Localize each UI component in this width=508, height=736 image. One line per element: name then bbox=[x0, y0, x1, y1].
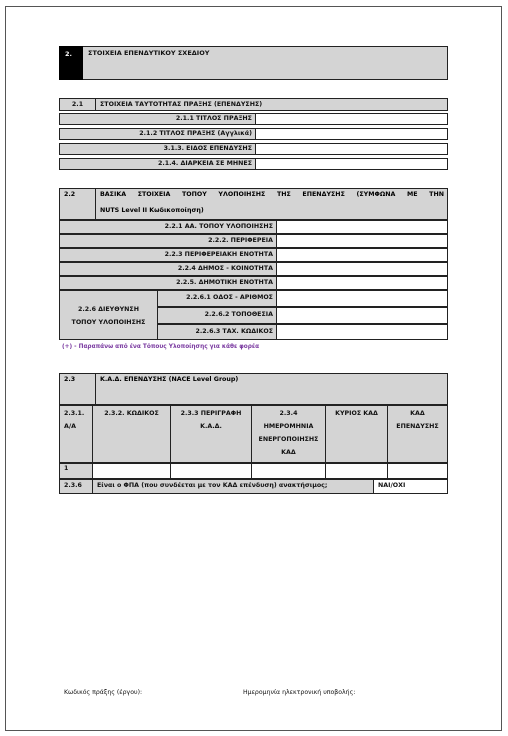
s23-col-main-header: ΚΥΡΙΟΣ ΚΑΔ bbox=[325, 405, 388, 463]
s22-address-label: 2.2.6 ΔΙΕΥΘΥΝΣΗ ΤΟΠΟΥ ΥΛΟΠΟΙΗΣΗΣ bbox=[59, 290, 158, 340]
s21-title: ΣΤΟΙΧΕΙΑ ΤΑΥΤΟΤΗΤΑΣ ΠΡΑΞΗΣ (ΕΠΕΝΔΥΣΗΣ) bbox=[95, 98, 448, 111]
s22-address-row-3-label: 2.2.6.3 ΤΑΧ. ΚΩΔΙΚΟΣ bbox=[157, 324, 277, 340]
section-2-title: ΣΤΟΙΧΕΙΑ ΕΠΕΝΔΥΤΙΚΟΥ ΣΧΕΔΙΟΥ bbox=[88, 49, 210, 57]
s22-title-line2: NUTS Level II Κωδικοποίηση) bbox=[100, 207, 204, 214]
s23-row-1-main[interactable] bbox=[325, 463, 388, 479]
s22-address-row-1-value[interactable] bbox=[276, 290, 448, 307]
s21-row-1-label: 2.1.1 ΤΙΤΛΟΣ ΠΡΑΞΗΣ bbox=[59, 113, 256, 125]
s21-number: 2.1 bbox=[59, 98, 96, 111]
s22-row-5-label: 2.2.5. ΔΗΜΟΤΙΚΗ ΕΝΟΤΗΤΑ bbox=[59, 276, 277, 290]
s23-row-1-code[interactable] bbox=[92, 463, 171, 479]
s23-vat-answer[interactable]: ΝΑΙ/ΟΧΙ bbox=[373, 479, 448, 494]
s22-address-row-2-label: 2.2.6.2 ΤΟΠΟΘΕΣΙΑ bbox=[157, 307, 277, 324]
s23-col-aa-header: 2.3.1. Α/Α bbox=[59, 405, 93, 463]
s21-row-4-value[interactable] bbox=[255, 158, 448, 170]
s22-divider bbox=[95, 188, 96, 220]
s23-col-desc-header: 2.3.3 ΠΕΡΙΓΡΑΦΗ Κ.Α.Δ. bbox=[170, 405, 252, 463]
s23-col-date-header: 2.3.4 ΗΜΕΡΟΜΗΝΙΑ ΕΝΕΡΓΟΠΟΙΗΣΗΣ ΚΑΔ bbox=[251, 405, 326, 463]
s22-row-3-label: 2.2.3 ΠΕΡΙΦΕΡΕΙΑΚΗ ΕΝΟΤΗΤΑ bbox=[59, 248, 277, 262]
s21-row-4-label: 2.1.4. ΔΙΑΡΚΕΙΑ ΣΕ ΜΗΝΕΣ bbox=[59, 158, 256, 170]
s22-row-1-label: 2.2.1 ΑΑ. ΤΟΠΟΥ ΥΛΟΠΟΙΗΣΗΣ bbox=[59, 220, 277, 234]
s21-row-2-value[interactable] bbox=[255, 128, 448, 140]
s21-row-3-value[interactable] bbox=[255, 143, 448, 155]
s23-row-1-desc[interactable] bbox=[170, 463, 252, 479]
s22-row-1-value[interactable] bbox=[276, 220, 448, 234]
s22-row-4-label: 2.2.4 ΔΗΜΟΣ - ΚΟΙΝΟΤΗΤΑ bbox=[59, 262, 277, 276]
footer-code-label: Κωδικός πράξης (έργου): bbox=[64, 689, 143, 696]
s23-col-inv-header: ΚΑΔ ΕΠΕΝΔΥΣΗΣ bbox=[387, 405, 448, 463]
s22-number: 2.2 bbox=[64, 191, 76, 198]
s21-row-3-label: 3.1.3. ΕΙΔΟΣ ΕΠΕΝΔΥΣΗΣ bbox=[59, 143, 256, 155]
s23-col-code-header: 2.3.2. ΚΩΔΙΚΟΣ bbox=[92, 405, 171, 463]
s22-title-line1: ΒΑΣΙΚΑ ΣΤΟΙΧΕΙΑ ΤΟΠΟΥ ΥΛΟΠΟΙΗΣΗΣ ΤΗΣ ΕΠΕΝΔΥΣΗΣ (ΣΥΜΦΩΝΑ ΜΕ ΤΗΝ bbox=[100, 191, 444, 198]
s23-row-1-inv[interactable] bbox=[387, 463, 448, 479]
s21-row-2-label: 2.1.2 ΤΙΤΛΟΣ ΠΡΑΞΗΣ (Αγγλικά) bbox=[59, 128, 256, 140]
s23-vat-question: Είναι ο ΦΠΑ (που συνδέεται με τον ΚΑΔ επένδυση) ανακτήσιμος; bbox=[92, 479, 374, 494]
s23-divider bbox=[95, 373, 96, 405]
s22-address-row-2-value[interactable] bbox=[276, 307, 448, 324]
footer-date-label: Ημερομηνία ηλεκτρονική υποβολής: bbox=[243, 689, 356, 696]
s23-number: 2.3 bbox=[64, 376, 76, 383]
s23-vat-number: 2.3.6 bbox=[59, 479, 93, 494]
s21-row-1-value[interactable] bbox=[255, 113, 448, 125]
s22-row-2-label: 2.2.2. ΠΕΡΙΦΕΡΕΙΑ bbox=[59, 234, 277, 248]
s23-row-1-date[interactable] bbox=[251, 463, 326, 479]
section-2-num-text: 2. bbox=[65, 50, 72, 58]
s22-row-2-value[interactable] bbox=[276, 234, 448, 248]
section-2-number bbox=[59, 46, 83, 80]
s23-title: Κ.Α.Δ. ΕΠΕΝΔΥΣΗΣ (NACE Level Group) bbox=[100, 376, 239, 383]
s22-row-5-value[interactable] bbox=[276, 276, 448, 290]
s22-note: (+) - Παραπάνω από ένα Τόπους Υλοποίησης για κάθε φορέα bbox=[62, 344, 260, 350]
s23-row-1-aa: 1 bbox=[59, 463, 93, 479]
s22-address-row-1-label: 2.2.6.1 ΟΔΟΣ - ΑΡΙΘΜΟΣ bbox=[157, 290, 277, 307]
s22-row-4-value[interactable] bbox=[276, 262, 448, 276]
s22-row-3-value[interactable] bbox=[276, 248, 448, 262]
s22-address-row-3-value[interactable] bbox=[276, 324, 448, 340]
